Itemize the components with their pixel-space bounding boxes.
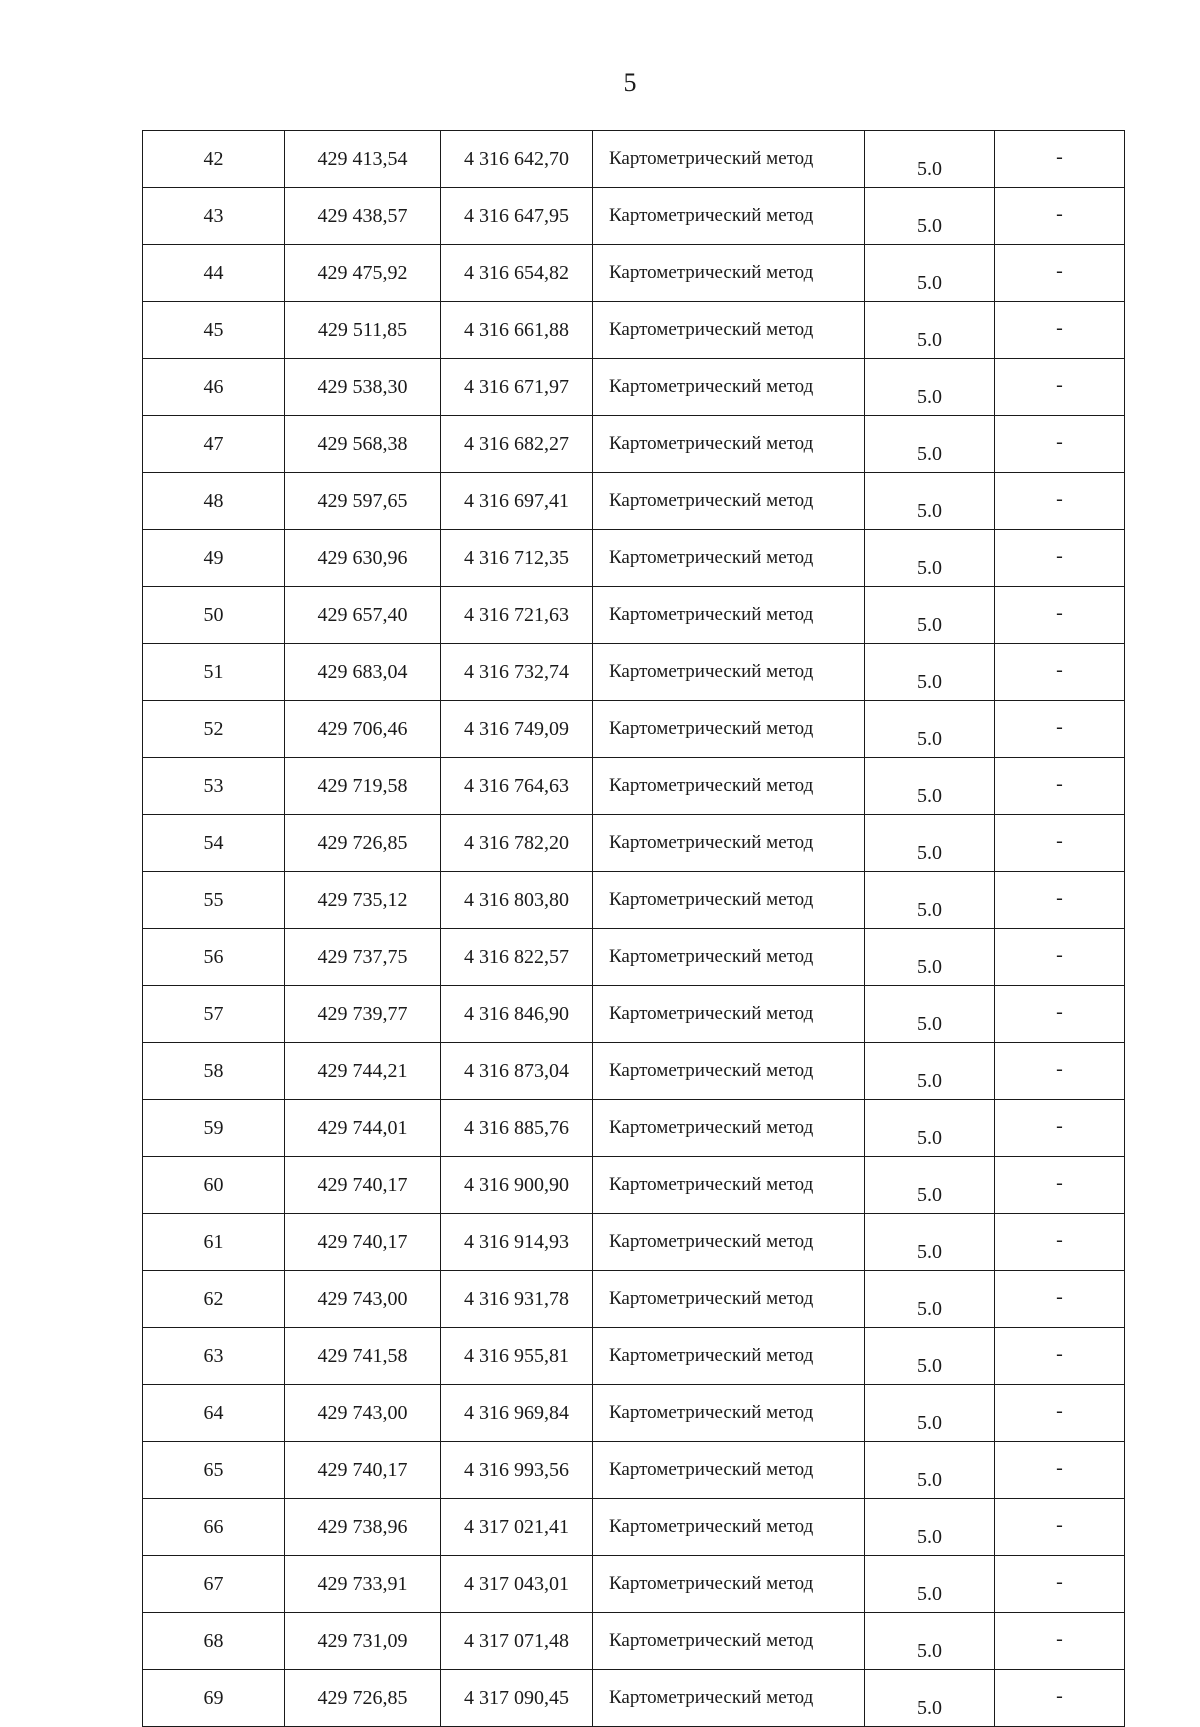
point-number-cell: 56 [143,929,285,986]
note-cell: - [995,245,1125,302]
x-coordinate-cell: 429 735,12 [285,872,441,929]
table-row [143,815,1125,872]
note-cell: - [995,1043,1125,1100]
y-coordinate-cell: 4 316 782,20 [441,815,593,872]
y-coordinate-cell: 4 316 993,56 [441,1442,593,1499]
x-coordinate-cell: 429 726,85 [285,1670,441,1727]
accuracy-cell: 5.0 [865,701,995,758]
y-coordinate-cell: 4 317 071,48 [441,1613,593,1670]
note-cell: - [995,1442,1125,1499]
x-coordinate-cell: 429 744,21 [285,1043,441,1100]
method-cell: Картометрический метод [593,302,865,359]
note-cell: - [995,1556,1125,1613]
x-coordinate-cell: 429 438,57 [285,188,441,245]
table-row [143,416,1125,473]
accuracy-cell: 5.0 [865,758,995,815]
table-row [143,1043,1125,1100]
point-number-cell: 46 [143,359,285,416]
point-number-cell: 68 [143,1613,285,1670]
x-coordinate-cell: 429 733,91 [285,1556,441,1613]
table-row [143,188,1125,245]
table-row [143,131,1125,188]
accuracy-cell: 5.0 [865,245,995,302]
x-coordinate-cell: 429 683,04 [285,644,441,701]
x-coordinate-cell: 429 726,85 [285,815,441,872]
y-coordinate-cell: 4 316 846,90 [441,986,593,1043]
accuracy-cell: 5.0 [865,1214,995,1271]
page-number: 5 [623,68,637,97]
point-number-cell: 55 [143,872,285,929]
table-row [143,359,1125,416]
accuracy-cell: 5.0 [865,872,995,929]
table-row [143,1556,1125,1613]
y-coordinate-cell: 4 317 021,41 [441,1499,593,1556]
note-cell: - [995,1499,1125,1556]
x-coordinate-cell: 429 657,40 [285,587,441,644]
x-coordinate-cell: 429 597,65 [285,473,441,530]
note-cell: - [995,416,1125,473]
method-cell: Картометрический метод [593,815,865,872]
table-row [143,1499,1125,1556]
point-number-cell: 51 [143,644,285,701]
x-coordinate-cell: 429 511,85 [285,302,441,359]
x-coordinate-cell: 429 706,46 [285,701,441,758]
note-cell: - [995,1613,1125,1670]
note-cell: - [995,1157,1125,1214]
table-row [143,1157,1125,1214]
method-cell: Картометрический метод [593,587,865,644]
note-cell: - [995,1385,1125,1442]
method-cell: Картометрический метод [593,245,865,302]
accuracy-cell: 5.0 [865,1157,995,1214]
table-row [143,1442,1125,1499]
note-cell: - [995,815,1125,872]
y-coordinate-cell: 4 316 803,80 [441,872,593,929]
note-cell: - [995,473,1125,530]
table-body [143,131,1125,1727]
note-cell: - [995,644,1125,701]
table-row [143,644,1125,701]
table-row [143,587,1125,644]
note-cell: - [995,1100,1125,1157]
y-coordinate-cell: 4 316 712,35 [441,530,593,587]
accuracy-cell: 5.0 [865,1442,995,1499]
y-coordinate-cell: 4 316 914,93 [441,1214,593,1271]
point-number-cell: 54 [143,815,285,872]
y-coordinate-cell: 4 316 682,27 [441,416,593,473]
x-coordinate-cell: 429 738,96 [285,1499,441,1556]
note-cell: - [995,1271,1125,1328]
note-cell: - [995,872,1125,929]
method-cell: Картометрический метод [593,1442,865,1499]
table-row [143,1385,1125,1442]
y-coordinate-cell: 4 316 955,81 [441,1328,593,1385]
point-number-cell: 66 [143,1499,285,1556]
method-cell: Картометрический метод [593,530,865,587]
x-coordinate-cell: 429 568,38 [285,416,441,473]
method-cell: Картометрический метод [593,701,865,758]
method-cell: Картометрический метод [593,872,865,929]
method-cell: Картометрический метод [593,758,865,815]
method-cell: Картометрический метод [593,1499,865,1556]
accuracy-cell: 5.0 [865,1670,995,1727]
method-cell: Картометрический метод [593,929,865,986]
table-row [143,1613,1125,1670]
table-row [143,1214,1125,1271]
y-coordinate-cell: 4 316 885,76 [441,1100,593,1157]
accuracy-cell: 5.0 [865,1556,995,1613]
accuracy-cell: 5.0 [865,815,995,872]
accuracy-cell: 5.0 [865,131,995,188]
x-coordinate-cell: 429 413,54 [285,131,441,188]
point-number-cell: 69 [143,1670,285,1727]
table-row [143,929,1125,986]
accuracy-cell: 5.0 [865,302,995,359]
method-cell: Картометрический метод [593,1157,865,1214]
x-coordinate-cell: 429 740,17 [285,1157,441,1214]
y-coordinate-cell: 4 316 822,57 [441,929,593,986]
method-cell: Картометрический метод [593,1043,865,1100]
y-coordinate-cell: 4 316 647,95 [441,188,593,245]
table-row [143,530,1125,587]
note-cell: - [995,929,1125,986]
accuracy-cell: 5.0 [865,986,995,1043]
note-cell: - [995,359,1125,416]
x-coordinate-cell: 429 630,96 [285,530,441,587]
accuracy-cell: 5.0 [865,1043,995,1100]
point-number-cell: 53 [143,758,285,815]
point-number-cell: 44 [143,245,285,302]
point-number-cell: 64 [143,1385,285,1442]
note-cell: - [995,986,1125,1043]
accuracy-cell: 5.0 [865,188,995,245]
point-number-cell: 49 [143,530,285,587]
y-coordinate-cell: 4 317 043,01 [441,1556,593,1613]
x-coordinate-cell: 429 719,58 [285,758,441,815]
note-cell: - [995,587,1125,644]
point-number-cell: 45 [143,302,285,359]
accuracy-cell: 5.0 [865,1499,995,1556]
x-coordinate-cell: 429 741,58 [285,1328,441,1385]
y-coordinate-cell: 4 316 900,90 [441,1157,593,1214]
point-number-cell: 47 [143,416,285,473]
table-row [143,701,1125,758]
y-coordinate-cell: 4 316 721,63 [441,587,593,644]
accuracy-cell: 5.0 [865,416,995,473]
point-number-cell: 59 [143,1100,285,1157]
method-cell: Картометрический метод [593,416,865,473]
method-cell: Картометрический метод [593,359,865,416]
x-coordinate-cell: 429 740,17 [285,1442,441,1499]
point-number-cell: 43 [143,188,285,245]
accuracy-cell: 5.0 [865,1385,995,1442]
accuracy-cell: 5.0 [865,473,995,530]
note-cell: - [995,131,1125,188]
accuracy-cell: 5.0 [865,1100,995,1157]
point-number-cell: 52 [143,701,285,758]
accuracy-cell: 5.0 [865,587,995,644]
method-cell: Картометрический метод [593,188,865,245]
point-number-cell: 65 [143,1442,285,1499]
table-row [143,1271,1125,1328]
accuracy-cell: 5.0 [865,1613,995,1670]
point-number-cell: 42 [143,131,285,188]
method-cell: Картометрический метод [593,986,865,1043]
x-coordinate-cell: 429 739,77 [285,986,441,1043]
accuracy-cell: 5.0 [865,1271,995,1328]
y-coordinate-cell: 4 316 749,09 [441,701,593,758]
method-cell: Картометрический метод [593,1556,865,1613]
point-number-cell: 58 [143,1043,285,1100]
note-cell: - [995,758,1125,815]
y-coordinate-cell: 4 316 931,78 [441,1271,593,1328]
note-cell: - [995,701,1125,758]
coordinates-table [142,130,1125,1727]
x-coordinate-cell: 429 743,00 [285,1385,441,1442]
x-coordinate-cell: 429 740,17 [285,1214,441,1271]
y-coordinate-cell: 4 317 090,45 [441,1670,593,1727]
note-cell: - [995,1328,1125,1385]
table-row [143,1328,1125,1385]
method-cell: Картометрический метод [593,131,865,188]
accuracy-cell: 5.0 [865,1328,995,1385]
accuracy-cell: 5.0 [865,929,995,986]
y-coordinate-cell: 4 316 661,88 [441,302,593,359]
note-cell: - [995,302,1125,359]
y-coordinate-cell: 4 316 969,84 [441,1385,593,1442]
point-number-cell: 50 [143,587,285,644]
accuracy-cell: 5.0 [865,644,995,701]
method-cell: Картометрический метод [593,644,865,701]
y-coordinate-cell: 4 316 697,41 [441,473,593,530]
point-number-cell: 67 [143,1556,285,1613]
note-cell: - [995,1670,1125,1727]
x-coordinate-cell: 429 731,09 [285,1613,441,1670]
method-cell: Картометрический метод [593,1100,865,1157]
table-row [143,758,1125,815]
table-row [143,302,1125,359]
method-cell: Картометрический метод [593,1385,865,1442]
y-coordinate-cell: 4 316 642,70 [441,131,593,188]
point-number-cell: 60 [143,1157,285,1214]
x-coordinate-cell: 429 475,92 [285,245,441,302]
x-coordinate-cell: 429 743,00 [285,1271,441,1328]
y-coordinate-cell: 4 316 654,82 [441,245,593,302]
table-row [143,872,1125,929]
point-number-cell: 61 [143,1214,285,1271]
method-cell: Картометрический метод [593,1271,865,1328]
x-coordinate-cell: 429 538,30 [285,359,441,416]
method-cell: Картометрический метод [593,1613,865,1670]
y-coordinate-cell: 4 316 873,04 [441,1043,593,1100]
table-row [143,986,1125,1043]
table-row [143,473,1125,530]
method-cell: Картометрический метод [593,1328,865,1385]
accuracy-cell: 5.0 [865,530,995,587]
table-row [143,245,1125,302]
point-number-cell: 62 [143,1271,285,1328]
y-coordinate-cell: 4 316 732,74 [441,644,593,701]
method-cell: Картометрический метод [593,1214,865,1271]
y-coordinate-cell: 4 316 764,63 [441,758,593,815]
method-cell: Картометрический метод [593,1670,865,1727]
point-number-cell: 48 [143,473,285,530]
accuracy-cell: 5.0 [865,359,995,416]
point-number-cell: 63 [143,1328,285,1385]
x-coordinate-cell: 429 744,01 [285,1100,441,1157]
note-cell: - [995,188,1125,245]
note-cell: - [995,530,1125,587]
table-row [143,1670,1125,1727]
note-cell: - [995,1214,1125,1271]
table-row [143,1100,1125,1157]
method-cell: Картометрический метод [593,473,865,530]
y-coordinate-cell: 4 316 671,97 [441,359,593,416]
point-number-cell: 57 [143,986,285,1043]
x-coordinate-cell: 429 737,75 [285,929,441,986]
